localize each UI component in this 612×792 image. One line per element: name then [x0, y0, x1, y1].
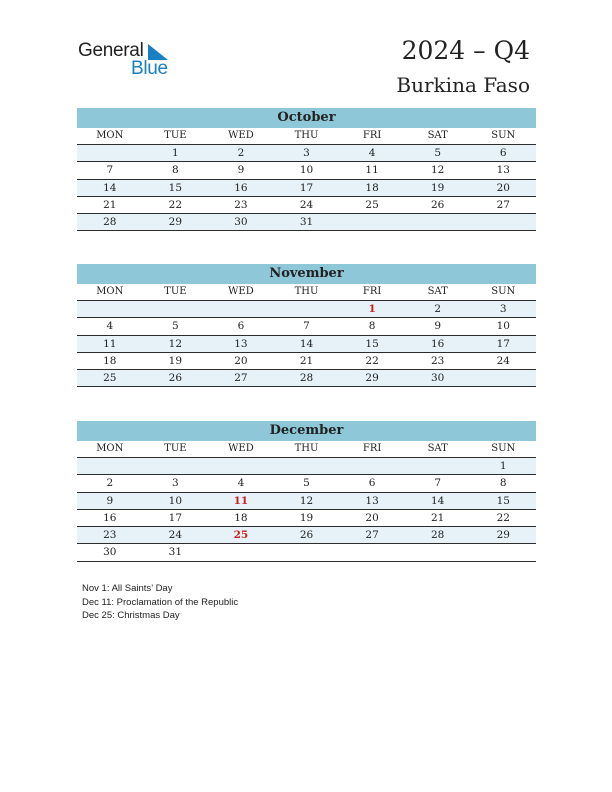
day-cell: 19 [168, 354, 183, 367]
weekday-label: FRI [362, 286, 382, 297]
week-row [77, 510, 536, 527]
day-cell: 28 [299, 372, 314, 385]
day-cell: 6 [368, 477, 376, 490]
day-cell: 3 [499, 303, 507, 315]
day-cell: 16 [430, 337, 445, 350]
day-cell: 23 [234, 198, 248, 211]
holiday-date: 1 [368, 303, 376, 315]
day-cell: 11 [365, 164, 379, 177]
weekday-label: SAT [427, 286, 448, 297]
day-cell: 21 [299, 354, 314, 367]
day-cell [405, 458, 471, 474]
week-row [77, 544, 536, 561]
day-cell: 7 [434, 477, 442, 490]
day-cell [339, 214, 405, 230]
day-cell: 22 [496, 511, 510, 524]
day-cell: 19 [299, 511, 314, 524]
day-cell: 20 [496, 181, 510, 194]
week-row [77, 458, 536, 475]
day-cell: 17 [299, 181, 314, 194]
week-row [77, 527, 536, 544]
week-row [77, 493, 536, 510]
day-cell: 24 [168, 529, 183, 542]
week-row [77, 301, 536, 318]
weekday-header-row [77, 441, 536, 458]
day-cell: 1 [172, 147, 179, 159]
day-cell: 14 [430, 494, 445, 507]
day-cell: 28 [430, 529, 445, 542]
week-row [77, 475, 536, 492]
week-row [77, 197, 536, 214]
weekday-label: SAT [427, 443, 448, 454]
week-row [77, 353, 536, 370]
weekday-header-row [77, 128, 536, 145]
holiday-note: Dec 11: Proclamation of the Republic [82, 596, 239, 608]
weekday-label: WED [228, 286, 254, 297]
weekday-label: WED [228, 443, 254, 454]
day-cell: 12 [299, 494, 314, 507]
day-cell: 28 [103, 216, 117, 229]
weekday-label: MON [96, 443, 124, 454]
day-cell: 9 [434, 320, 442, 333]
day-cell: 23 [430, 354, 445, 367]
day-cell [77, 458, 143, 474]
day-cell: 6 [237, 320, 245, 333]
day-cell: 20 [234, 354, 248, 367]
day-cell [77, 301, 143, 317]
day-cell [274, 544, 340, 560]
day-cell: 27 [365, 529, 379, 542]
day-cell: 18 [103, 354, 117, 367]
day-cell: 17 [496, 337, 510, 350]
weekday-label: SUN [491, 286, 516, 297]
day-cell: 26 [430, 198, 445, 211]
day-cell: 15 [496, 494, 510, 507]
day-cell: 8 [499, 477, 507, 490]
week-row [77, 336, 536, 353]
month-november [77, 264, 536, 387]
day-cell: 3 [172, 477, 179, 490]
day-cell: 27 [234, 372, 248, 385]
holiday-note: Dec 25: Christmas Day [82, 610, 180, 621]
day-cell: 14 [299, 337, 314, 350]
day-cell: 20 [365, 511, 379, 524]
day-cell: 13 [496, 164, 510, 177]
logo-general-text: General [78, 40, 144, 61]
day-cell: 5 [434, 147, 442, 159]
day-cell: 13 [365, 494, 379, 507]
weekday-label: TUE [164, 286, 187, 297]
day-cell: 4 [368, 147, 376, 159]
day-cell [470, 544, 536, 560]
day-cell: 21 [430, 511, 445, 524]
day-cell: 29 [168, 216, 183, 229]
day-cell: 27 [496, 198, 510, 211]
day-cell: 30 [103, 546, 117, 559]
weekday-label: FRI [362, 443, 382, 454]
day-cell [208, 544, 274, 560]
logo [78, 40, 178, 80]
holiday-date: 11 [233, 494, 249, 507]
day-cell: 9 [237, 164, 245, 177]
week-row [77, 214, 536, 231]
day-cell: 4 [237, 477, 245, 490]
holiday-notes [82, 582, 238, 623]
day-cell: 17 [168, 511, 183, 524]
week-row [77, 370, 536, 387]
day-cell [339, 458, 405, 474]
day-cell: 31 [168, 546, 183, 559]
day-cell: 14 [103, 181, 117, 194]
page-title: 2024 – Q4 [401, 36, 530, 65]
day-cell: 22 [168, 198, 183, 211]
weekday-label: TUE [164, 130, 187, 141]
day-cell: 24 [299, 198, 314, 211]
day-cell: 25 [365, 198, 379, 211]
day-cell: 24 [496, 354, 510, 367]
day-cell [405, 544, 471, 560]
day-cell [143, 301, 209, 317]
day-cell: 23 [103, 529, 117, 542]
day-cell: 7 [303, 320, 310, 333]
weekday-label: THU [294, 130, 319, 141]
weekday-label: THU [294, 443, 319, 454]
day-cell: 16 [103, 511, 117, 524]
weekday-label: MON [96, 286, 124, 297]
day-cell [339, 544, 405, 560]
day-cell: 11 [103, 337, 117, 350]
week-row [77, 180, 536, 197]
holiday-date: 25 [233, 529, 249, 542]
country-name: Burkina Faso [396, 73, 530, 97]
day-cell: 30 [430, 372, 445, 385]
day-cell: 15 [365, 337, 379, 350]
weekday-label: FRI [362, 130, 382, 141]
logo-blue-text: Blue [131, 58, 168, 79]
weekday-label: WED [228, 130, 254, 141]
weekday-label: SAT [427, 130, 448, 141]
day-cell [274, 301, 340, 317]
weekday-label: THU [294, 286, 319, 297]
weekday-label: SUN [491, 443, 516, 454]
day-cell: 12 [430, 164, 445, 177]
day-cell [470, 214, 536, 230]
month-october [77, 108, 536, 231]
week-row [77, 318, 536, 335]
weekday-label: SUN [491, 130, 516, 141]
day-cell: 2 [106, 477, 114, 490]
month-title: October [77, 108, 536, 128]
week-row [77, 145, 536, 162]
day-cell: 26 [168, 372, 183, 385]
day-cell [77, 145, 143, 161]
month-december [77, 421, 536, 562]
day-cell: 26 [299, 529, 314, 542]
day-cell: 16 [234, 181, 248, 194]
day-cell: 1 [499, 460, 507, 472]
day-cell: 31 [299, 216, 314, 229]
day-cell: 13 [234, 337, 248, 350]
day-cell: 25 [103, 372, 117, 385]
day-cell: 10 [168, 494, 183, 507]
day-cell: 10 [299, 164, 314, 177]
day-cell: 2 [434, 303, 442, 315]
weekday-label: TUE [164, 443, 187, 454]
day-cell: 2 [237, 147, 245, 159]
month-title: December [77, 421, 536, 441]
day-cell: 15 [168, 181, 183, 194]
day-cell: 18 [365, 181, 379, 194]
day-cell: 8 [172, 164, 179, 177]
day-cell: 19 [430, 181, 445, 194]
day-cell: 9 [106, 494, 114, 507]
weekday-label: MON [96, 130, 124, 141]
day-cell: 5 [172, 320, 179, 333]
day-cell: 29 [496, 529, 510, 542]
day-cell: 4 [106, 320, 114, 333]
day-cell [208, 458, 274, 474]
day-cell: 7 [106, 164, 114, 177]
week-row [77, 162, 536, 179]
day-cell: 10 [496, 320, 510, 333]
day-cell: 18 [234, 511, 248, 524]
day-cell: 8 [368, 320, 376, 333]
holiday-note: Nov 1: All Saints’ Day [82, 583, 173, 594]
day-cell: 21 [103, 198, 117, 211]
day-cell: 30 [234, 216, 248, 229]
day-cell [274, 458, 340, 474]
day-cell [208, 301, 274, 317]
day-cell: 12 [168, 337, 183, 350]
day-cell: 6 [499, 147, 507, 159]
day-cell: 3 [303, 147, 310, 159]
day-cell [143, 458, 209, 474]
day-cell: 5 [303, 477, 310, 490]
day-cell: 22 [365, 354, 379, 367]
day-cell: 29 [365, 372, 379, 385]
weekday-header-row [77, 284, 536, 301]
day-cell [405, 214, 471, 230]
day-cell [470, 370, 536, 386]
month-title: November [77, 264, 536, 284]
